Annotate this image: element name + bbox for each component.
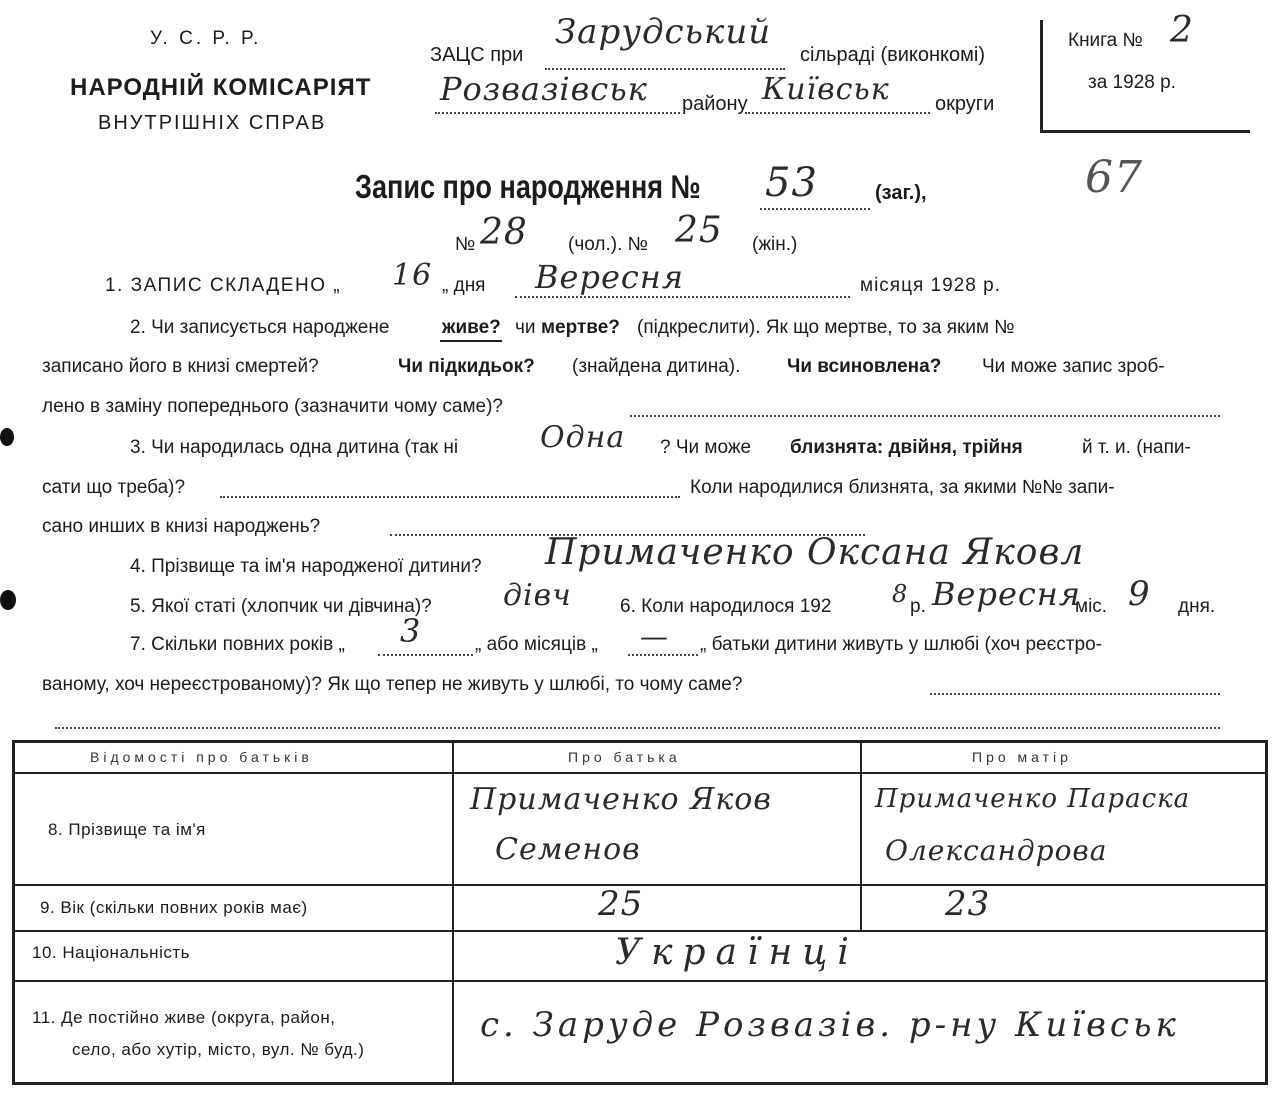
q1-day-suffix: „ дня	[442, 275, 486, 296]
q3-line2-a: сати що треба)?	[42, 477, 186, 498]
table-row3-bottom	[12, 980, 1268, 982]
q2-line2-a: записано його в книзі смертей?	[42, 356, 319, 377]
table-right-border	[1265, 740, 1268, 1085]
table-header-mother: Про матір	[972, 749, 1072, 765]
district-line	[435, 112, 680, 114]
table-left-border	[12, 740, 15, 1085]
district-suffix: району	[682, 93, 748, 115]
father-age-handwriting: 25	[598, 884, 644, 924]
q6-month-handwriting: Вересня	[932, 575, 1082, 613]
male-prefix: №	[455, 234, 476, 255]
record-number-line	[760, 208, 870, 210]
record-title-suffix: (заг.),	[875, 182, 927, 204]
q7-line2-dots	[930, 693, 1220, 695]
book-year: за 1928 р.	[1088, 72, 1176, 93]
q3-line1-a: 3. Чи народилась одна дитина (так ні	[130, 437, 459, 458]
q2-foundling-option: Чи підкидьок?	[398, 356, 535, 377]
father-name-handwriting: Примаченко Яков	[470, 782, 772, 817]
male-suffix: (чол.). №	[568, 234, 649, 255]
table-header-info: Відомості про батьків	[90, 749, 313, 765]
okrug-suffix: округи	[935, 93, 995, 115]
q6-label: 6. Коли народилося 192	[620, 596, 832, 617]
q7-line1-a: 7. Скільки повних років „	[130, 634, 345, 655]
book-box-left-border	[1040, 20, 1043, 132]
table-header-father: Про батька	[568, 749, 681, 765]
table-header-bottom-border	[12, 772, 1268, 774]
mother-name-handwriting: Примаченко Параска	[875, 784, 1191, 814]
q2-line2-b: (знайдена дитина).	[572, 356, 741, 377]
q3-handwriting: Одна	[540, 420, 626, 455]
q7-years-line	[378, 654, 473, 656]
q4-handwriting: Примаченко Оксана Яковл	[545, 532, 1085, 573]
female-number-handwriting: 25	[675, 210, 723, 251]
q1-month-handwriting: Вересня	[535, 258, 685, 296]
q1-suffix: місяця 1928 р.	[860, 275, 1001, 296]
father-patronymic-handwriting: Семенов	[495, 832, 641, 867]
row-name-label: 8. Прізвище та ім'я	[48, 820, 206, 839]
book-number-handwriting: 2	[1170, 10, 1194, 51]
residence-handwriting: с. Заруде Розвазів. р-ну Київськ	[480, 1005, 1180, 1045]
q7-months-line	[628, 654, 698, 656]
q6-year-suffix: р.	[910, 596, 926, 617]
table-col1-divider	[452, 740, 454, 1085]
q7-line1-c: „ батьки дитини живуть у шлюбі (хоч реєстро-	[700, 634, 1102, 655]
row-age-label: 9. Вік (скільки повних років має)	[40, 898, 308, 917]
q6-day-suffix: дня.	[1178, 596, 1216, 617]
q2-line1-c: (підкреслити). Як що мертве, то за яким №	[637, 317, 1015, 338]
q1-month-line	[515, 296, 850, 298]
q2-line1-a: 2. Чи записується народжене	[130, 317, 390, 338]
zags-prefix: ЗАЦС при	[430, 44, 524, 66]
row-residence-label-line1: 11. Де постійно живе (округа, район,	[32, 1008, 336, 1027]
q3-line1-b: ? Чи може	[660, 437, 752, 458]
ink-mark	[0, 428, 14, 446]
q5-label: 5. Якої статі (хлопчик чи дівчина)?	[130, 596, 432, 617]
table-bottom-border	[12, 1082, 1268, 1085]
q3-line1-c: й т. и. (напи-	[1082, 437, 1191, 458]
q2-line1-b: чи	[515, 317, 536, 338]
republic-heading: У. С. Р. Р.	[150, 28, 262, 49]
q1-day-handwriting: 16	[392, 258, 433, 293]
book-box-bottom-border	[1040, 130, 1250, 133]
district-handwriting: Розвазівськ	[440, 70, 648, 108]
q3-line2-b: Коли народилися близнята, за якими №№ запи-	[690, 477, 1115, 498]
row-residence-label-line2: село, або хутір, місто, вул. № буд.)	[72, 1040, 365, 1059]
q2-line2-c: Чи може запис зроб-	[982, 356, 1165, 377]
nationality-handwriting: Українці	[615, 932, 859, 973]
margin-number-handwriting: 67	[1085, 152, 1143, 203]
mother-patronymic-handwriting: Олександрова	[885, 834, 1108, 867]
table-top-border	[12, 740, 1268, 743]
male-number-handwriting: 28	[480, 212, 528, 253]
q6-month-suffix: міс.	[1075, 596, 1108, 617]
female-suffix: (жін.)	[752, 234, 798, 255]
q6-year-handwriting: 8	[892, 580, 909, 608]
q3-twins-options: близнята: двійня, трійня	[790, 437, 1023, 458]
record-title: Запис про народження №	[355, 168, 701, 205]
q7-line3-dots	[55, 727, 1220, 729]
q4-label: 4. Прізвище та ім'я народженої дитини?	[130, 556, 482, 577]
q6-day-handwriting: 9	[1128, 574, 1151, 614]
q1-prefix: 1. ЗАПИС СКЛАДЕНО „	[105, 275, 342, 296]
q2-live-underline	[440, 340, 502, 342]
row-nationality-label: 10. Національність	[32, 943, 190, 962]
okrug-handwriting: Київськ	[762, 72, 890, 107]
q7-years-handwriting: 3	[400, 612, 422, 650]
mother-age-handwriting: 23	[945, 884, 991, 924]
q5-handwriting: дівч	[503, 578, 572, 613]
ministry-heading: НАРОДНІЙ КОМІСАРІЯТ	[70, 74, 372, 101]
ministry-subheading: ВНУТРІШНІХ СПРАВ	[98, 112, 327, 134]
q2-adopted-option: Чи всиновлена?	[787, 356, 942, 377]
okrug-line	[745, 112, 930, 114]
table-col2-divider	[860, 740, 862, 930]
q7-months-handwriting: —	[640, 620, 669, 653]
ink-mark	[0, 590, 16, 610]
q2-dead-option: мертве?	[541, 317, 620, 338]
q2-live-option: живе?	[442, 317, 501, 338]
book-label: Книга №	[1068, 30, 1143, 51]
village-council-suffix: сільраді (виконкомі)	[800, 44, 985, 66]
q2-line3: лено в заміну попереднього (зазначити чому саме)?	[42, 396, 503, 417]
record-number-handwriting: 53	[765, 160, 818, 206]
q7-line1-b: „ або місяців „	[475, 634, 598, 655]
village-council-handwriting: Зарудський	[555, 12, 772, 52]
q2-line3-dots	[630, 415, 1220, 417]
q7-line2: ваному, хоч нереєстрованому)? Як що тепер не живуть у шлюбі, то чому саме?	[42, 674, 743, 695]
q3-line3: сано инших в книзі народжень?	[42, 516, 321, 537]
q3-line2-dots	[220, 496, 680, 498]
